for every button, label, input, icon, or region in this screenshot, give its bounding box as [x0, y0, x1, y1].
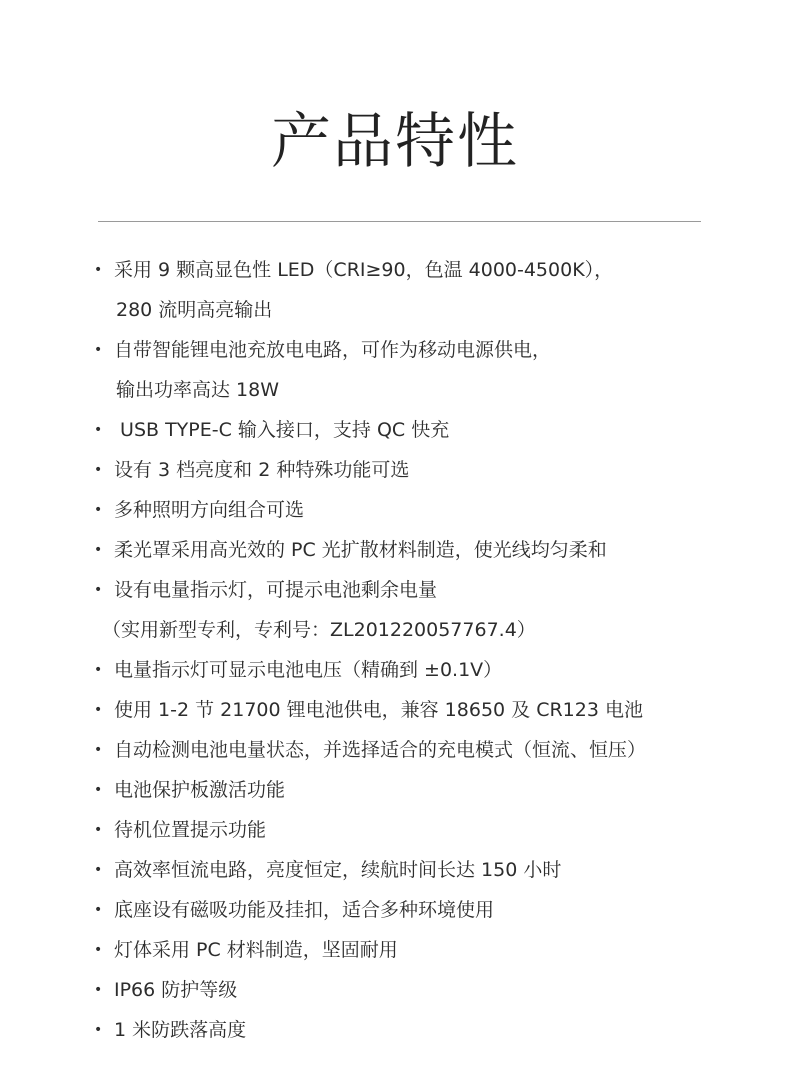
bullet-icon: •: [94, 902, 103, 918]
feature-text: 输出功率高达 18W: [116, 379, 280, 401]
feature-item-voltage-display: [94, 650, 754, 690]
feature-text: 多种照明方向组合可选: [114, 499, 305, 521]
bullet-icon: •: [94, 862, 103, 878]
bullet-icon: •: [94, 542, 103, 558]
feature-item-power-bank-continued: [94, 370, 754, 410]
feature-item-battery-compat: [94, 690, 754, 730]
feature-text: 使用 1-2 节 21700 锂电池供电，兼容 18650 及 CR123 电池: [114, 699, 643, 721]
feature-text: 高效率恒流电路，亮度恒定，续航时间长达 150 小时: [114, 859, 562, 881]
bullet-icon: •: [94, 462, 103, 478]
bullet-icon: •: [94, 342, 103, 358]
feature-item-protection-board: [94, 770, 754, 810]
bullet-icon: •: [94, 822, 103, 838]
feature-text: 设有电量指示灯，可提示电池剩余电量: [114, 579, 438, 601]
feature-text: 底座设有磁吸功能及挂扣，适合多种环境使用: [114, 899, 495, 921]
feature-text: 待机位置提示功能: [114, 819, 267, 841]
feature-item-standby-locator: [94, 810, 754, 850]
feature-item-power-bank: [94, 330, 754, 370]
feature-text: 设有 3 档亮度和 2 种特殊功能可选: [114, 459, 410, 481]
bullet-icon: •: [94, 1022, 103, 1038]
feature-item-pc-body: [94, 930, 754, 970]
feature-item-led-continued: [94, 290, 754, 330]
feature-text: IP66 防护等级: [114, 979, 238, 1001]
feature-item-patent-note: [94, 610, 754, 650]
feature-text: 灯体采用 PC 材料制造，坚固耐用: [114, 939, 398, 961]
feature-item-battery-indicator: [94, 570, 754, 610]
feature-item-led: [94, 250, 754, 290]
feature-item-brightness: [94, 450, 754, 490]
feature-text: USB TYPE-C 输入接口，支持 QC 快充: [114, 419, 450, 441]
feature-item-runtime: [94, 850, 754, 890]
feature-text: 1 米防跌落高度: [114, 1019, 247, 1041]
feature-text: 电量指示灯可显示电池电压（精确到 ±0.1V）: [114, 659, 503, 681]
bullet-icon: •: [94, 982, 103, 998]
feature-item-charge-mode: [94, 730, 754, 770]
feature-item-usb-c: [94, 410, 754, 450]
feature-item-ip66: [94, 970, 754, 1010]
title-divider: [98, 221, 701, 222]
feature-text: 280 流明高亮输出: [116, 299, 273, 321]
bullet-icon: •: [94, 662, 103, 678]
bullet-icon: •: [94, 262, 103, 278]
feature-text: 自带智能锂电池充放电电路，可作为移动电源供电，: [114, 339, 552, 361]
feature-text: 电池保护板激活功能: [114, 779, 286, 801]
bullet-icon: •: [94, 702, 103, 718]
bullet-icon: •: [94, 742, 103, 758]
feature-text: （实用新型专利，专利号：ZL201220057767.4）: [102, 619, 536, 641]
feature-text: 柔光罩采用高光效的 PC 光扩散材料制造，使光线均匀柔和: [114, 539, 607, 561]
page-title: 产品特性: [271, 107, 519, 177]
feature-item-directions: [94, 490, 754, 530]
feature-item-drop-resistance: [94, 1010, 754, 1050]
bullet-icon: •: [94, 782, 103, 798]
bullet-icon: •: [94, 582, 103, 598]
bullet-icon: •: [94, 422, 103, 438]
feature-text: 采用 9 颗高显色性 LED（CRI≥90，色温 4000-4500K），: [114, 259, 614, 281]
bullet-icon: •: [94, 502, 103, 518]
feature-text: 自动检测电池电量状态，并选择适合的充电模式（恒流、恒压）: [114, 739, 647, 761]
feature-item-magnetic-base: [94, 890, 754, 930]
bullet-icon: •: [94, 942, 103, 958]
feature-item-diffuser: [94, 530, 754, 570]
feature-list: [94, 250, 754, 1050]
